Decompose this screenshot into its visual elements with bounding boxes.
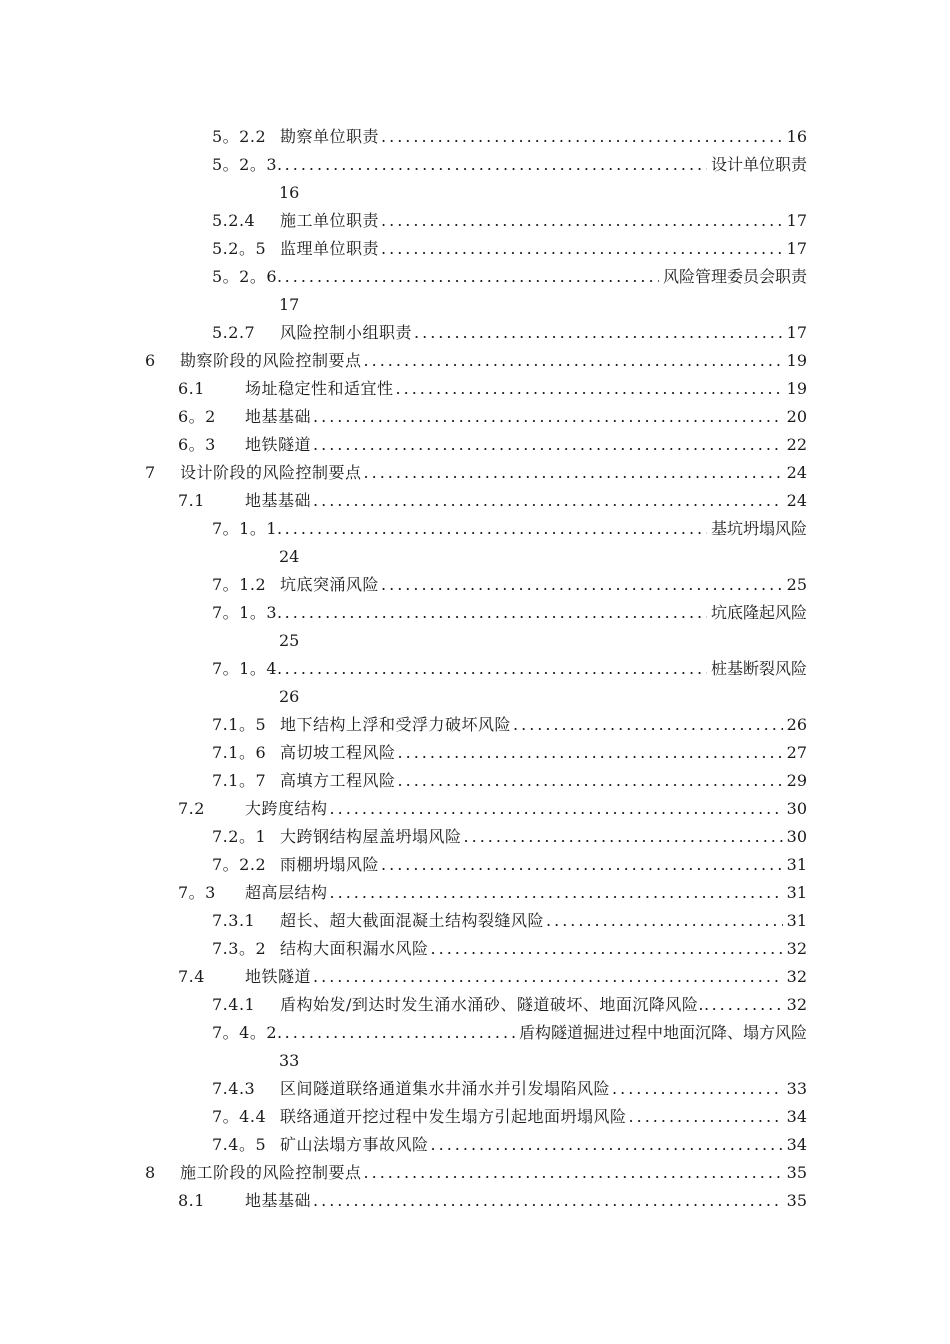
toc-entry-title: 大跨钢结构屋盖坍塌风险 bbox=[280, 827, 462, 846]
toc-entry[interactable] bbox=[212, 655, 807, 683]
toc-entry-page: 17 bbox=[783, 235, 807, 263]
toc-entry-number: 6。2 bbox=[178, 407, 216, 426]
toc-entry[interactable] bbox=[212, 851, 807, 879]
toc-entry-page: 19 bbox=[783, 375, 807, 403]
toc-entry-title: 施工阶段的风险控制要点 bbox=[180, 1163, 362, 1182]
toc-leader-dots bbox=[178, 487, 783, 515]
toc-entry-title: 结构大面积漏水风险 bbox=[280, 939, 429, 958]
toc-entry[interactable] bbox=[178, 431, 807, 459]
toc-entry-number: 7.4。5 bbox=[212, 1135, 267, 1154]
toc-entry-number: 7。1。1. bbox=[212, 519, 283, 538]
toc-entry-page: 29 bbox=[783, 767, 807, 795]
toc-leader-dots bbox=[178, 1187, 783, 1215]
toc-leader-dots bbox=[212, 263, 659, 291]
toc-leader-dots bbox=[178, 403, 783, 431]
toc-entry[interactable] bbox=[178, 879, 807, 907]
toc-leader-dots bbox=[212, 739, 783, 767]
toc-leader-dots bbox=[212, 599, 707, 627]
toc-leader-dots bbox=[212, 655, 707, 683]
toc-leader-dots bbox=[145, 459, 783, 487]
toc-entry[interactable] bbox=[145, 1159, 807, 1187]
toc-entry-page: 17 bbox=[279, 295, 300, 314]
toc-entry-number: 5。2。3. bbox=[212, 155, 283, 174]
toc-entry-number: 7.2 bbox=[178, 799, 205, 818]
toc-entry-title: 联络通道开挖过程中发生塌方引起地面坍塌风险 bbox=[280, 1107, 627, 1126]
toc-entry[interactable] bbox=[212, 319, 807, 347]
toc-entry-page: 30 bbox=[783, 795, 807, 823]
toc-entry-number: 7。2.2 bbox=[212, 855, 267, 874]
toc-entry[interactable] bbox=[212, 1019, 807, 1047]
toc-entry-number: 5.2.7 bbox=[212, 323, 256, 342]
toc-entry-page: 26 bbox=[279, 687, 300, 706]
toc-entry-number: 7.3.1 bbox=[212, 911, 256, 930]
toc-entry-page: 34 bbox=[783, 1103, 807, 1131]
toc-entry-page: 26 bbox=[783, 711, 807, 739]
toc-entry-title bbox=[283, 659, 285, 678]
toc-entry[interactable] bbox=[212, 823, 807, 851]
toc-entry-number: 7.4.3 bbox=[212, 1079, 256, 1098]
toc-entry-page: 32 bbox=[783, 963, 807, 991]
toc-entry[interactable] bbox=[212, 1075, 807, 1103]
toc-entry-page: 盾构隧道掘进过程中地面沉降、塌方风险 bbox=[515, 1019, 807, 1047]
toc-entry-page: 桩基断裂风险 bbox=[707, 655, 807, 683]
toc-entry-title: 矿山法塌方事故风险 bbox=[280, 1135, 429, 1154]
toc-entry-number: 5.2.4 bbox=[212, 211, 256, 230]
toc-entry-number: 7.3。2 bbox=[212, 939, 267, 958]
toc-entry-title: 地铁隧道 bbox=[245, 435, 312, 454]
toc-entry-title bbox=[283, 267, 285, 286]
toc-entry[interactable] bbox=[178, 1187, 807, 1215]
toc-entry[interactable] bbox=[212, 599, 807, 627]
toc-entry[interactable] bbox=[145, 347, 807, 375]
toc-leader-dots bbox=[178, 963, 783, 991]
toc-entry[interactable] bbox=[212, 263, 807, 291]
toc-entry-number: 7。4。2. bbox=[212, 1023, 283, 1042]
toc-entry-number: 7.1。5 bbox=[212, 715, 267, 734]
toc-leader-dots bbox=[145, 1159, 783, 1187]
toc-entry[interactable] bbox=[212, 1131, 807, 1159]
toc-entry-page: 35 bbox=[783, 1187, 807, 1215]
toc-entry-title bbox=[283, 603, 285, 622]
toc-leader-dots bbox=[178, 375, 783, 403]
toc-entry-title: 勘察单位职责 bbox=[280, 127, 380, 146]
toc-entry-title: 地下结构上浮和受浮力破坏风险 bbox=[280, 715, 512, 734]
toc-leader-dots bbox=[212, 123, 783, 151]
toc-entry[interactable] bbox=[212, 123, 807, 151]
toc-entry-number: 7。1.2 bbox=[212, 575, 267, 594]
toc-entry-title bbox=[283, 519, 285, 538]
toc-leader-dots bbox=[212, 235, 783, 263]
toc-entry-page: 33 bbox=[279, 1051, 300, 1070]
toc-entry-page: 17 bbox=[783, 207, 807, 235]
toc-entry[interactable] bbox=[178, 487, 807, 515]
toc-entry[interactable] bbox=[145, 459, 807, 487]
toc-entry[interactable] bbox=[178, 963, 807, 991]
toc-leader-dots bbox=[212, 711, 783, 739]
toc-entry-page: 坑底隆起风险 bbox=[707, 599, 807, 627]
toc-entry[interactable] bbox=[212, 711, 807, 739]
toc-entry-page: 19 bbox=[783, 347, 807, 375]
toc-leader-dots bbox=[212, 1131, 783, 1159]
toc-entry-page: 34 bbox=[783, 1131, 807, 1159]
toc-entry-number: 5。2。6. bbox=[212, 267, 283, 286]
toc-entry-page: 31 bbox=[783, 907, 807, 935]
toc-entry[interactable] bbox=[178, 375, 807, 403]
toc-leader-dots bbox=[212, 319, 783, 347]
toc-leader-dots bbox=[212, 207, 783, 235]
toc-entry-title: 高填方工程风险 bbox=[280, 771, 396, 790]
toc-entry[interactable] bbox=[212, 907, 807, 935]
toc-entry-title: 设计阶段的风险控制要点 bbox=[180, 463, 362, 482]
toc-entry-title: 监理单位职责 bbox=[280, 239, 380, 258]
toc-entry-number: 6.1 bbox=[178, 379, 205, 398]
toc-leader-dots bbox=[178, 795, 783, 823]
toc-leader-dots bbox=[212, 151, 707, 179]
toc-leader-dots bbox=[212, 935, 783, 963]
toc-entry-title: 雨棚坍塌风险 bbox=[280, 855, 380, 874]
toc-entry[interactable] bbox=[212, 151, 807, 179]
toc-entry-number: 7.1。6 bbox=[212, 743, 267, 762]
toc-leader-dots bbox=[212, 515, 707, 543]
toc-entry-page: 16 bbox=[783, 123, 807, 151]
toc-entry-page: 25 bbox=[279, 631, 300, 650]
toc-entry[interactable] bbox=[212, 991, 807, 1019]
toc-entry-page: 16 bbox=[279, 183, 300, 202]
toc-entry-title: 超高层结构 bbox=[245, 883, 328, 902]
toc-leader-dots bbox=[212, 571, 783, 599]
toc-leader-dots bbox=[212, 1019, 515, 1047]
toc-entry-number: 6 bbox=[145, 351, 156, 370]
toc-entry-title: 坑底突涌风险 bbox=[280, 575, 380, 594]
toc-leader-dots bbox=[212, 767, 783, 795]
toc-entry-title: 地基基础 bbox=[245, 1191, 312, 1210]
toc-leader-dots bbox=[212, 1075, 783, 1103]
toc-entry[interactable] bbox=[212, 739, 807, 767]
toc-entry-number: 7.1。7 bbox=[212, 771, 267, 790]
toc-entry[interactable] bbox=[212, 571, 807, 599]
toc-entry-page: 32 bbox=[783, 991, 807, 1019]
toc-entry-number: 5。2.2 bbox=[212, 127, 267, 146]
toc-leader-dots bbox=[212, 991, 783, 1019]
toc-entry-title: 勘察阶段的风险控制要点 bbox=[180, 351, 362, 370]
toc-entry-number: 7.1 bbox=[178, 491, 205, 510]
toc-leader-dots bbox=[212, 907, 783, 935]
toc-entry-number: 8.1 bbox=[178, 1191, 205, 1210]
toc-entry[interactable] bbox=[178, 403, 807, 431]
toc-entry-number: 7。4.4 bbox=[212, 1107, 267, 1126]
toc-leader-dots bbox=[212, 823, 783, 851]
toc-entry[interactable] bbox=[212, 767, 807, 795]
toc-entry-page: 设计单位职责 bbox=[707, 151, 807, 179]
toc-entry-page: 33 bbox=[783, 1075, 807, 1103]
toc-entry[interactable] bbox=[178, 795, 807, 823]
toc-entry-page: 27 bbox=[783, 739, 807, 767]
toc-entry-number: 7。3 bbox=[178, 883, 216, 902]
toc-entry-page: 30 bbox=[783, 823, 807, 851]
toc-entry-page: 风险管理委员会职责 bbox=[659, 263, 807, 291]
toc-entry-title bbox=[283, 155, 285, 174]
toc-entry-title: 高切坡工程风险 bbox=[280, 743, 396, 762]
toc-entry-title bbox=[283, 1023, 285, 1042]
toc-entry-number: 6。3 bbox=[178, 435, 216, 454]
toc-entry-page: 32 bbox=[783, 935, 807, 963]
toc-leader-dots bbox=[212, 1103, 783, 1131]
toc-leader-dots bbox=[145, 347, 783, 375]
toc-entry[interactable] bbox=[212, 235, 807, 263]
toc-entry[interactable] bbox=[212, 935, 807, 963]
toc-entry-page: 25 bbox=[783, 571, 807, 599]
toc-entry-title: 施工单位职责 bbox=[280, 211, 380, 230]
toc-entry-title: 超长、超大截面混凝土结构裂缝风险 bbox=[280, 911, 545, 930]
toc-entry[interactable] bbox=[212, 207, 807, 235]
toc-entry-page: 35 bbox=[783, 1159, 807, 1187]
toc-entry-page: 24 bbox=[279, 547, 300, 566]
toc-entry-title: 地基基础 bbox=[245, 407, 312, 426]
toc-entry-title: 风险控制小组职责 bbox=[280, 323, 413, 342]
toc-entry-number: 7。1。3. bbox=[212, 603, 283, 622]
toc-entry-title: 区间隧道联络通道集水井涌水并引发塌陷风险 bbox=[280, 1079, 611, 1098]
toc-entry-page: 24 bbox=[783, 459, 807, 487]
toc-entry-page: 31 bbox=[783, 851, 807, 879]
toc-entry-page: 20 bbox=[783, 403, 807, 431]
toc-leader-dots bbox=[178, 431, 783, 459]
toc-entry-page: 24 bbox=[783, 487, 807, 515]
toc-entry-number: 7。1。4. bbox=[212, 659, 283, 678]
toc-entry-title: 地基基础 bbox=[245, 491, 312, 510]
toc-entry-title: 盾构始发/到达时发生涌水涌砂、隧道破坏、地面沉降风险.. bbox=[280, 995, 710, 1014]
toc-leader-dots bbox=[178, 879, 783, 907]
toc-entry-number: 8 bbox=[145, 1163, 156, 1182]
toc-entry-page: 31 bbox=[783, 879, 807, 907]
toc-leader-dots bbox=[212, 851, 783, 879]
toc-entry-title: 大跨度结构 bbox=[245, 799, 328, 818]
toc-entry-number: 5.2。5 bbox=[212, 239, 267, 258]
toc-entry[interactable] bbox=[212, 515, 807, 543]
toc-entry-number: 7.4.1 bbox=[212, 995, 256, 1014]
toc-entry-number: 7.4 bbox=[178, 967, 205, 986]
toc-entry-title: 地铁隧道 bbox=[245, 967, 312, 986]
toc-entry[interactable] bbox=[212, 1103, 807, 1131]
toc-entry-number: 7.2。1 bbox=[212, 827, 267, 846]
toc-entry-page: 17 bbox=[783, 319, 807, 347]
toc-entry-number: 7 bbox=[145, 463, 156, 482]
toc-entry-page: 基坑坍塌风险 bbox=[707, 515, 807, 543]
toc-entry-page: 22 bbox=[783, 431, 807, 459]
toc-entry-title: 场址稳定性和适宜性 bbox=[245, 379, 394, 398]
